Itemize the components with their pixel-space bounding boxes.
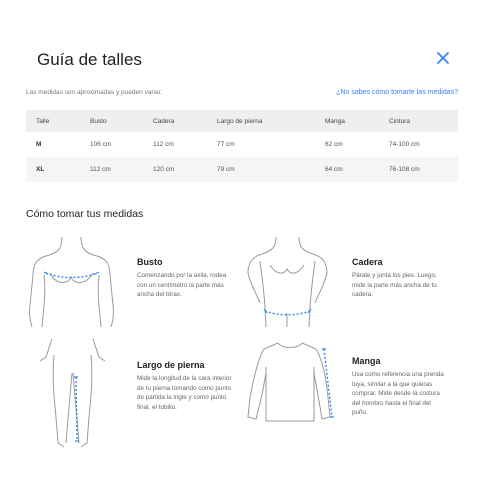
table-cell: 74-100 cm xyxy=(389,141,420,148)
long-sleeve-shirt-icon xyxy=(240,337,340,427)
header-largo-pierna: Largo de pierna xyxy=(217,110,325,132)
largo-pierna-title: Largo de pierna xyxy=(137,360,205,370)
largo-pierna-description: Mide la longitud de la cara interior de tu pierna tomando como punto de partida la ingle y como punto final, el tobillo. xyxy=(137,375,232,411)
table-header-row xyxy=(26,110,458,132)
table-cell: 76-108 cm xyxy=(389,157,458,182)
table-cell: 77 cm xyxy=(217,141,235,148)
close-icon[interactable] xyxy=(435,50,451,66)
table-cell: 120 cm xyxy=(153,157,217,182)
header-manga: Manga xyxy=(325,110,389,132)
table-row xyxy=(26,132,458,157)
header-cadera: Cadera xyxy=(153,110,217,132)
table-cell: 112 cm xyxy=(90,157,153,182)
table-cell: 64 cm xyxy=(325,157,389,182)
table-cell: 62 cm xyxy=(325,141,343,148)
busto-description: Comenzando por la axila, rodea con un centímetro la parte más ancha del tórax. xyxy=(137,272,227,299)
header-cintura: Cintura xyxy=(389,110,458,132)
disclaimer-text: Las medidas son aproximadas y pueden variar. xyxy=(26,89,163,96)
cadera-title: Cadera xyxy=(352,257,383,267)
table-cell: M xyxy=(36,141,42,148)
table-cell: 112 cm xyxy=(153,141,174,148)
table-row xyxy=(26,157,458,182)
how-to-measure-link[interactable]: ¿No sabes cómo tomarte las medidas? xyxy=(336,89,458,96)
cadera-description: Párate y junta los pies. Luego, mide la parte más ancha de tu cadera. xyxy=(352,272,437,299)
legs-icon xyxy=(30,337,115,450)
table-cell: 106 cm xyxy=(90,141,112,148)
torso-chest-icon xyxy=(24,235,119,330)
busto-title: Busto xyxy=(137,257,163,267)
torso-hip-icon xyxy=(240,235,335,330)
table-cell: XL xyxy=(26,157,90,182)
manga-title: Manga xyxy=(352,356,381,366)
manga-description: Usa como referencia una prenda tuya, similar a la que quieras comprar. Mide desde la costura del hombro hasta el final del puño. xyxy=(352,371,444,417)
header-talle: Talle xyxy=(26,110,90,132)
size-table xyxy=(26,110,458,182)
dialog-title: Guía de talles xyxy=(37,50,142,69)
section-title: Cómo tomar tus medidas xyxy=(26,208,144,220)
table-cell: 79 cm xyxy=(217,157,325,182)
header-busto: Busto xyxy=(90,110,153,132)
